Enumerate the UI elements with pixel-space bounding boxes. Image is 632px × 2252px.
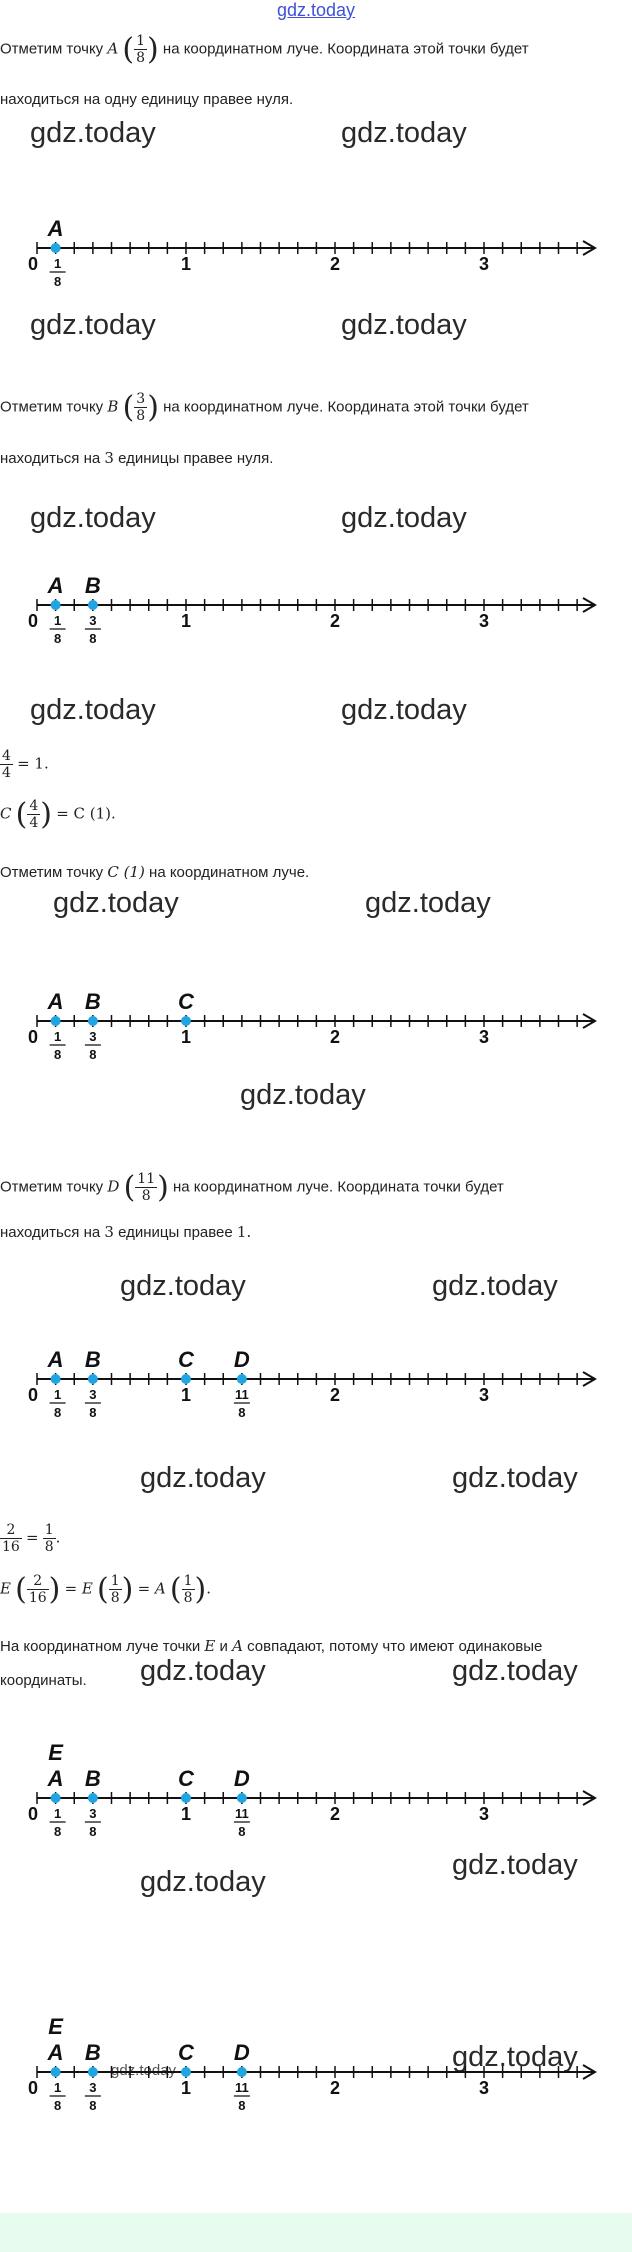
math-text: = C (1).: [56, 804, 116, 823]
fraction-numerator: 1: [54, 1806, 62, 1821]
fraction: [134, 391, 147, 424]
watermark: gdz.today: [30, 309, 156, 341]
point-label: A: [47, 1766, 64, 1791]
point-label: D: [233, 2040, 250, 2065]
watermark: gdz.today: [341, 309, 467, 341]
point-marker: [88, 1374, 98, 1384]
paren-open: (: [169, 1572, 182, 1607]
paren-close: ): [40, 797, 53, 832]
fraction: [27, 1573, 49, 1606]
zero-label: 0: [27, 254, 39, 274]
point-name: A: [107, 39, 119, 58]
fraction-numerator: 3: [89, 1806, 97, 1821]
math-text: =: [26, 1528, 39, 1547]
watermark: gdz.today: [53, 887, 179, 919]
fraction-denominator: 8: [89, 2098, 97, 2113]
unit-label: 3: [478, 1027, 490, 1047]
number-ray: [0, 2014, 632, 2124]
point-label: C: [178, 1347, 194, 1372]
fraction-numerator: 3: [89, 1029, 97, 1044]
watermark: gdz.today: [341, 694, 467, 726]
text-fragment: находиться на: [0, 450, 101, 467]
text-fragment: Отметим точку: [0, 864, 104, 881]
point-label: B: [84, 2040, 101, 2065]
watermark: gdz.today: [341, 117, 467, 149]
paren-open: (: [15, 1572, 27, 1607]
fraction-denominator: 8: [238, 1824, 246, 1839]
zero-label: 0: [27, 1804, 39, 1824]
paren-close: ): [121, 1572, 134, 1607]
fraction-denominator: 4: [2, 765, 11, 782]
fraction-numerator: 1: [54, 256, 62, 271]
unit-label: 2: [329, 254, 341, 274]
fraction-denominator: 8: [54, 1405, 62, 1420]
point-marker: [88, 600, 98, 610]
fraction-numerator: 11: [235, 1806, 249, 1821]
fraction-numerator: 2: [27, 1573, 49, 1590]
fraction-denominator: 8: [54, 274, 62, 289]
point-label: B: [84, 1347, 101, 1372]
text-line: координаты.: [0, 1672, 87, 1689]
point-marker: [237, 2067, 247, 2077]
watermark: gdz.today: [240, 1079, 366, 1111]
fraction: [135, 1171, 157, 1204]
fraction-numerator: 1: [54, 1029, 62, 1044]
fraction-denominator: 8: [238, 2098, 246, 2113]
fraction-denominator: 4: [29, 815, 39, 831]
point-label: B: [84, 573, 101, 598]
fraction-denominator: 8: [110, 1590, 120, 1606]
point-label: A: [47, 573, 64, 598]
fraction: [109, 1573, 122, 1606]
text-line: [0, 32, 529, 67]
paren-open: (: [97, 1572, 109, 1607]
math-line: [0, 748, 49, 781]
math-text: .: [55, 1528, 61, 1547]
unit-label: 3: [478, 2078, 490, 2098]
paren-open: (: [122, 32, 135, 67]
point-label: A: [47, 989, 64, 1014]
fraction-denominator: 8: [54, 1047, 62, 1062]
math-line: [0, 1522, 60, 1555]
zero-label: 0: [27, 1027, 39, 1047]
watermark: gdz.today: [452, 2041, 578, 2073]
text-fragment: Отметим точку: [0, 398, 104, 416]
fraction-numerator: 3: [89, 613, 97, 628]
fraction-denominator: 8: [136, 50, 146, 66]
fraction: [0, 1522, 22, 1555]
point-marker: [88, 1793, 98, 1803]
watermark: gdz.today: [140, 1655, 266, 1687]
unit-label: 3: [478, 1385, 490, 1405]
text-fragment: находиться на: [0, 1224, 101, 1241]
watermark: gdz.today: [111, 2062, 177, 2079]
fraction-numerator: 3: [136, 390, 146, 407]
text-line: [0, 390, 529, 425]
watermark: gdz.today: [432, 1270, 558, 1302]
point-marker: [51, 600, 61, 610]
text-line: находиться на одну единицу правее нуля.: [0, 91, 294, 108]
fraction: [0, 748, 13, 781]
text-fragment: на координатном луче. Координата этой точки будет: [163, 398, 529, 416]
watermark: gdz.today: [120, 1270, 246, 1302]
point-label: B: [84, 1766, 101, 1791]
point-label: D: [233, 1347, 250, 1372]
fraction-numerator: 1: [54, 2080, 62, 2095]
text-line: [0, 449, 273, 467]
paren-open: (: [123, 1170, 136, 1205]
number-ray: [0, 557, 632, 657]
fraction-denominator: 8: [54, 2098, 62, 2113]
point-marker: [181, 1016, 191, 1026]
point-marker: [51, 243, 61, 253]
point-label: E: [48, 1740, 63, 1765]
text-fragment: На координатном луче точки: [0, 1638, 201, 1655]
math-line: [0, 1572, 211, 1607]
fraction-numerator: 11: [235, 2080, 249, 2095]
watermark: gdz.today: [140, 1462, 266, 1494]
point-name: C: [0, 804, 12, 823]
math-text: = E: [64, 1579, 93, 1598]
number-ray: [0, 200, 632, 300]
fraction-denominator: 8: [54, 1824, 62, 1839]
fraction-numerator: 3: [89, 1387, 97, 1402]
fraction: [134, 33, 147, 66]
unit-label: 1: [180, 1804, 192, 1824]
fraction-numerator: 1: [54, 1387, 62, 1402]
watermark: gdz.today: [365, 887, 491, 919]
fraction-denominator: 16: [2, 1539, 20, 1556]
text-line: [0, 1637, 542, 1655]
fraction-numerator: 11: [235, 1387, 249, 1402]
fraction-denominator: 8: [44, 1539, 54, 1556]
unit-label: 2: [329, 1027, 341, 1047]
fraction-denominator: 8: [141, 1188, 151, 1204]
point-name: E: [204, 1637, 216, 1655]
text-fragment: единицы правее: [118, 1224, 233, 1241]
text-fragment: Отметим точку: [0, 40, 104, 58]
math-number: 3: [104, 1223, 114, 1241]
point-label: B: [84, 989, 101, 1014]
paren-close: ): [48, 1572, 61, 1607]
unit-label: 1: [180, 254, 192, 274]
paren-close: ): [147, 32, 159, 67]
site-link[interactable]: gdz.today: [276, 0, 356, 20]
unit-label: 1: [180, 2078, 192, 2098]
point-marker: [181, 1374, 191, 1384]
zero-label: 0: [27, 611, 39, 631]
watermark: gdz.today: [30, 694, 156, 726]
fraction: [27, 798, 40, 831]
fraction-denominator: 8: [89, 631, 97, 646]
point-label: C: [178, 2040, 194, 2065]
point-label: E: [48, 2014, 63, 2039]
fraction-numerator: 3: [89, 2080, 97, 2095]
math-text: = A: [137, 1579, 166, 1598]
watermark: gdz.today: [140, 1866, 266, 1898]
number-ray: [0, 1331, 632, 1431]
math-number: 1.: [236, 1223, 252, 1241]
fraction-numerator: 2: [0, 1522, 22, 1539]
point-label: A: [47, 2040, 64, 2065]
point-label: D: [233, 1766, 250, 1791]
paren-close: ): [147, 390, 159, 425]
unit-label: 3: [478, 1804, 490, 1824]
fraction: [182, 1573, 195, 1606]
point-label: C: [178, 1766, 194, 1791]
fraction-numerator: 4: [29, 797, 39, 814]
unit-label: 1: [180, 1385, 192, 1405]
point-label: C: [178, 989, 194, 1014]
fraction-denominator: 8: [89, 1824, 97, 1839]
text-fragment: на координатном луче. Координата точки будет: [173, 1178, 504, 1196]
paren-close: ): [157, 1170, 169, 1205]
unit-label: 2: [329, 1804, 341, 1824]
watermark: gdz.today: [452, 1462, 578, 1494]
text-line: [0, 1223, 251, 1241]
fraction-denominator: 8: [54, 631, 62, 646]
fraction-denominator: 8: [89, 1047, 97, 1062]
math-number: 3: [104, 449, 114, 467]
fraction-numerator: 4: [2, 748, 11, 764]
point-marker: [237, 1793, 247, 1803]
text-line: [0, 863, 309, 881]
point-label: A: [47, 216, 64, 241]
fraction-numerator: 1: [54, 613, 62, 628]
text-fragment: Отметим точку: [0, 1178, 104, 1196]
point-label: A: [47, 1347, 64, 1372]
point-marker: [51, 1374, 61, 1384]
watermark: gdz.today: [452, 1655, 578, 1687]
unit-label: 2: [329, 2078, 341, 2098]
footer-band: [0, 2213, 632, 2252]
math-text: .: [206, 1579, 212, 1598]
point-name: C (1): [107, 863, 145, 881]
point-name: A: [232, 1637, 243, 1655]
point-name: E: [0, 1579, 11, 1598]
unit-label: 1: [180, 1027, 192, 1047]
fraction: [43, 1522, 56, 1555]
point-name: D: [107, 1177, 120, 1196]
unit-label: 1: [180, 611, 192, 631]
paren-close: ): [194, 1572, 207, 1607]
number-ray: [0, 973, 632, 1073]
fraction-numerator: 1: [44, 1522, 54, 1538]
fraction-numerator: 1: [136, 32, 146, 49]
watermark: gdz.today: [30, 502, 156, 534]
point-marker: [51, 2067, 61, 2077]
math-text: = 1.: [17, 754, 49, 773]
fraction-denominator: 8: [136, 408, 146, 424]
number-ray: [0, 1740, 632, 1850]
zero-label: 0: [27, 2078, 39, 2098]
paren-open: (: [122, 390, 135, 425]
text-fragment: совпадают, потому что имеют одинаковые: [247, 1638, 543, 1655]
fraction-denominator: 16: [28, 1590, 47, 1606]
fraction-numerator: 1: [183, 1572, 193, 1589]
watermark: gdz.today: [452, 1849, 578, 1881]
unit-label: 3: [478, 611, 490, 631]
text-fragment: единицы правее нуля.: [118, 450, 274, 467]
point-name: B: [107, 397, 119, 416]
point-marker: [237, 1374, 247, 1384]
fraction-denominator: 8: [89, 1405, 97, 1420]
point-marker: [88, 1016, 98, 1026]
fraction-denominator: 8: [238, 1405, 246, 1420]
math-line: [0, 797, 116, 832]
watermark: gdz.today: [341, 502, 467, 534]
unit-label: 2: [329, 1385, 341, 1405]
point-marker: [181, 1793, 191, 1803]
text-fragment: на координатном луче. Координата этой точки будет: [162, 40, 529, 58]
point-marker: [88, 2067, 98, 2077]
point-marker: [181, 2067, 191, 2077]
zero-label: 0: [27, 1385, 39, 1405]
text-fragment: и: [219, 1638, 228, 1655]
watermark: gdz.today: [30, 117, 156, 149]
unit-label: 2: [329, 611, 341, 631]
fraction-numerator: 11: [137, 1170, 156, 1187]
unit-label: 3: [478, 254, 490, 274]
fraction-denominator: 8: [183, 1590, 193, 1606]
fraction-numerator: 1: [110, 1572, 120, 1589]
text-line: [0, 1170, 504, 1205]
point-marker: [51, 1016, 61, 1026]
point-marker: [51, 1793, 61, 1803]
paren-open: (: [15, 797, 28, 832]
text-fragment: на координатном луче.: [149, 864, 310, 881]
